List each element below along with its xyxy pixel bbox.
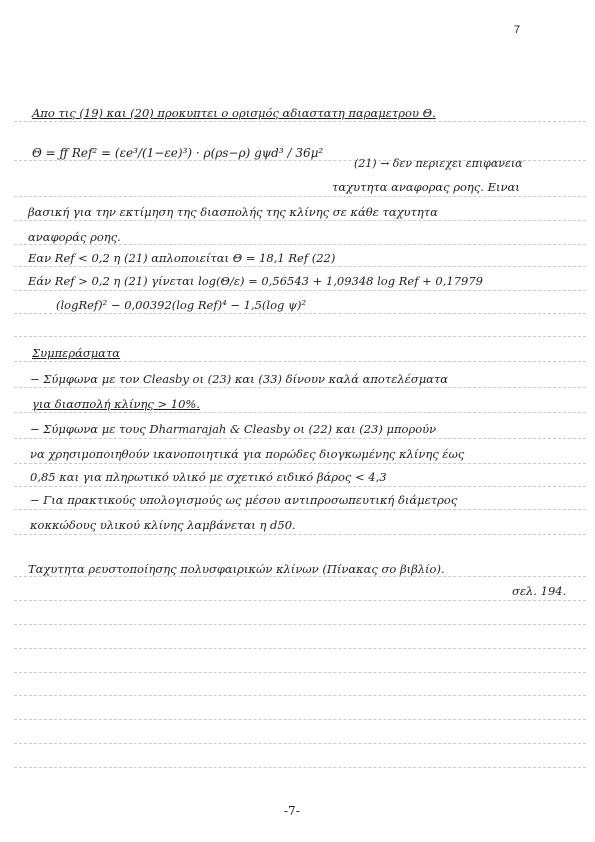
page-number: 7 [514, 24, 521, 36]
text-line: να χρησιμοποιηθούν ικανοποιητικά για πορώδες διογκωμένης κλίνης έως [30, 447, 465, 461]
text-line: Απο τις (19) και (20) προκυπτει ο ορισμός αδιαστατη παραμετρου Θ. [32, 106, 436, 120]
text-line: Εάν Ref > 0,2 η (21) γίνεται log(Θ/ε) = 0,56543 + 1,09348 log Ref + 0,17979 [28, 274, 483, 288]
text-line: κοκκώδους υλικού κλίνης λαμβάνεται η d50. [30, 518, 296, 532]
text-line: − Σύμφωνα με τους Dharmarajah & Cleasby οι (22) και (23) μπορούν [30, 422, 437, 436]
text-line: − Για πρακτικούς υπολογισμούς ως μέσου αντιπροσωπευτική διάμετρος [30, 493, 458, 507]
text-line: 0,85 και για πληρωτικό υλικό με σχετικό ειδικό βάρος < 4,3 [30, 470, 387, 484]
text-line: βασική για την εκτίμηση της διασπολής της κλίνης σε κάθε ταχυτητα [28, 205, 438, 219]
text-line: για διασπολή κλίνης > 10%. [32, 397, 200, 411]
text-line: Ταχυτητα ρευστοποίησης πολυσφαιρικών κλίνων (Πίνακας σο βιβλίο). [28, 562, 445, 576]
text-line: σελ. 194. [512, 584, 567, 598]
text-line: − Σύμφωνα με τον Cleasby οι (23) και (33) δίνουν καλά αποτελέσματα [30, 372, 449, 386]
text-line: (logRef)² − 0,00392(log Ref)⁴ − 1,5(log ψ)² [56, 298, 307, 312]
text-line: (21) → δεν περιεχει επιφανεια [354, 157, 523, 170]
section-heading: Συμπεράσματα [32, 346, 121, 360]
footer-page-number: -7- [284, 804, 300, 818]
equation-21: Θ = ƒƒ Ref² = (εe³/(1−εe)³) · ρ(ρs−ρ) gψd³ / 36μ² [32, 146, 324, 160]
text-line: αναφοράς ροης. [28, 230, 121, 244]
text-line: ταχυτητα αναφορας ροης. Ειναι [332, 180, 520, 194]
text-line: Εαν Ref < 0,2 η (21) απλοποιείται Θ = 18,1 Ref (22) [28, 251, 336, 265]
